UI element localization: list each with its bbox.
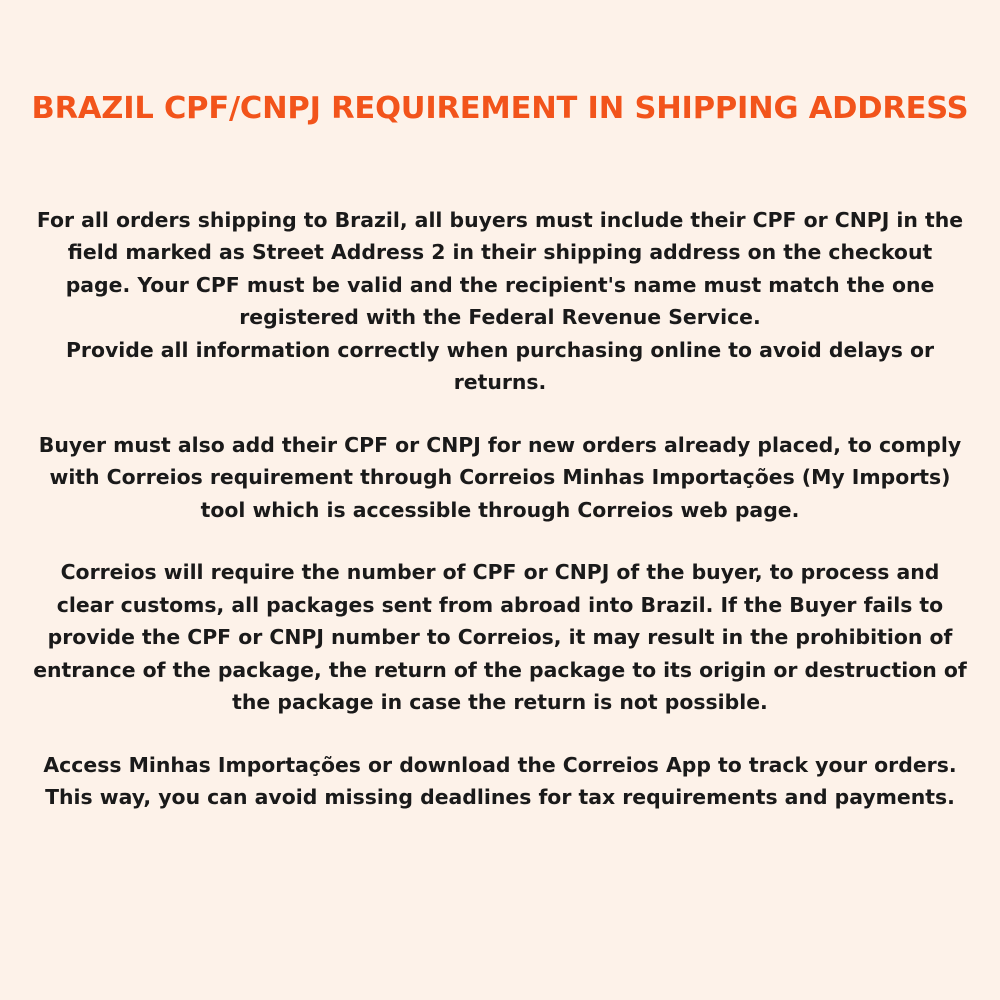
paragraph-1: For all orders shipping to Brazil, all buyers must include their CPF or CNPJ in the field marked as Street Address 2 in their shipping address on the checkout page. Your CPF must be valid and the recipient's name must match the one registered with the Federal Revenue Service. xyxy=(36,207,964,330)
paragraph-2: Provide all information correctly when purchasing online to avoid delays or returns. xyxy=(65,337,935,395)
notice-body xyxy=(18,204,982,814)
paragraph-4: Correios will require the number of CPF or CNPJ of the buyer, to process and clear customs, all packages sent from abroad into Brazil. If the Buyer fails to provide the CPF or CNPJ number to Correios, it may result in the prohibition of entrance of the package, the return of the package to its origin or destruction of the package in case the return is not possible. xyxy=(33,560,967,715)
paragraph-3: Buyer must also add their CPF or CNPJ for new orders already placed, to comply with Correios requirement through Correios Minhas Importações (My Imports) tool which is accessible through Correios web page. xyxy=(38,432,962,522)
page-title: BRAZIL CPF/CNPJ REQUIREMENT IN SHIPPING ADDRESS xyxy=(31,91,969,126)
paragraph-5: Access Minhas Importações or download the Correios App to track your orders. This way, you can avoid missing deadlines for tax requirements and payments. xyxy=(43,752,957,810)
